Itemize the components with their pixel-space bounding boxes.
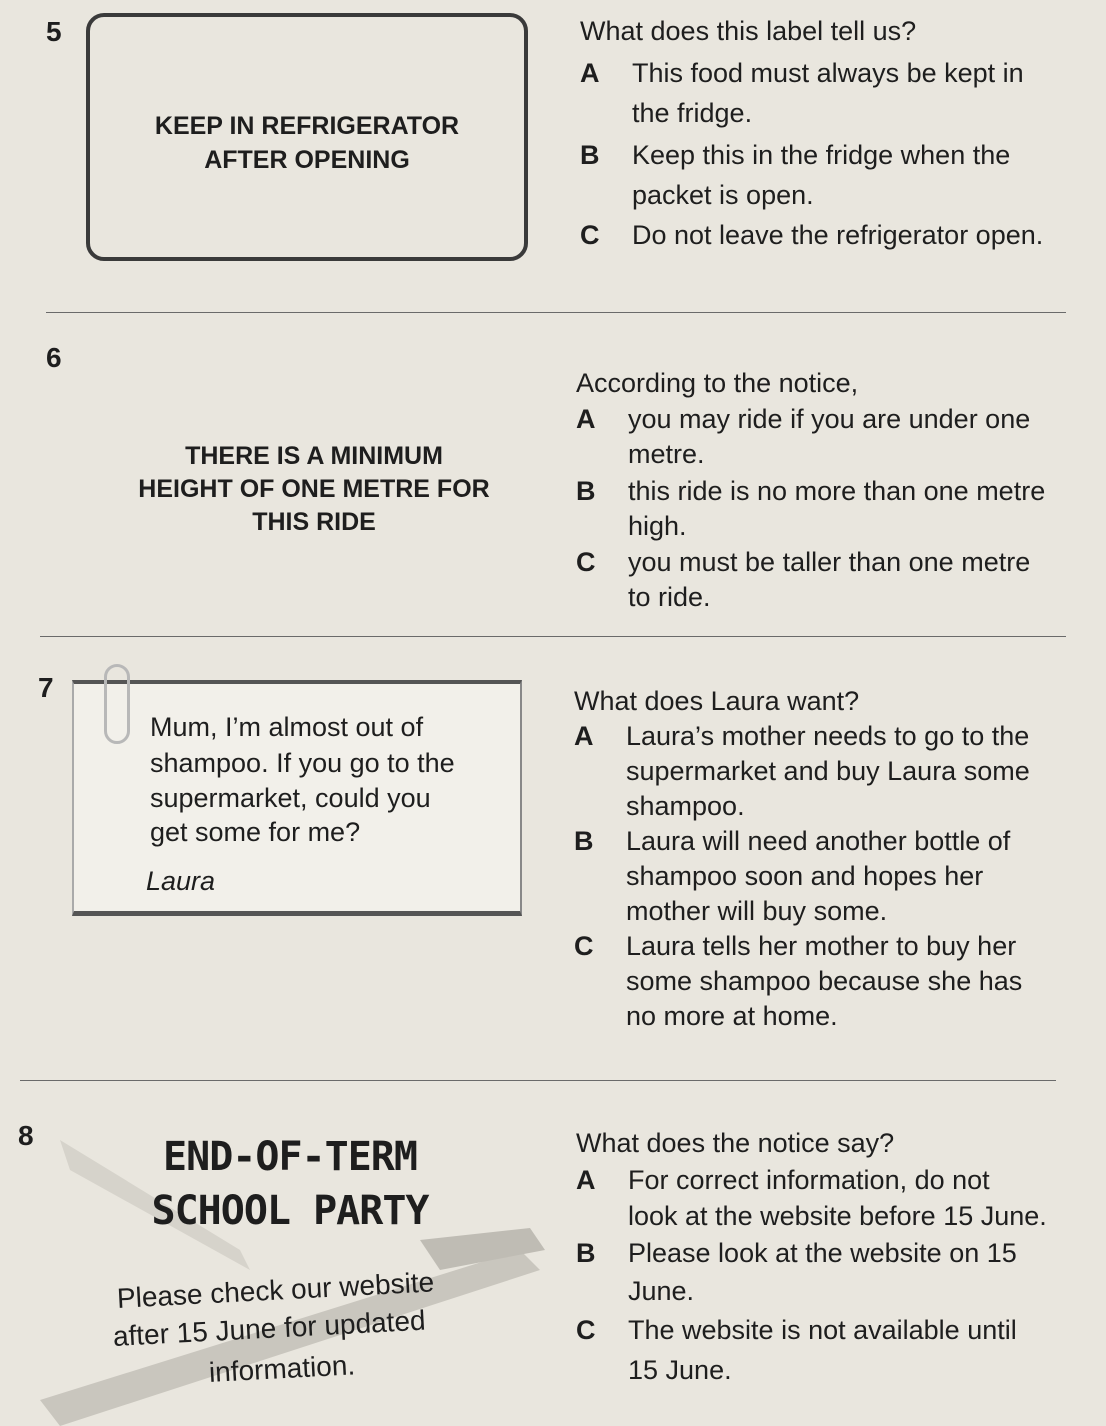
option-line: look at the website before 15 June.: [628, 1201, 1047, 1231]
q5-option-a[interactable]: [580, 56, 1080, 131]
option-line: mother will buy some.: [626, 896, 888, 926]
option-letter: A: [576, 404, 596, 434]
divider: [46, 312, 1066, 313]
question-number-6: 6: [46, 342, 62, 373]
q6-option-a[interactable]: [576, 402, 1076, 474]
option-line: Keep this in the fridge when the: [632, 140, 1011, 170]
option-letter: A: [576, 1165, 596, 1195]
option-line: 15 June.: [628, 1355, 732, 1385]
q6-option-c[interactable]: [576, 545, 1076, 617]
notice-line-3: THIS RIDE: [252, 508, 376, 536]
question-5-prompt: What does this label tell us?: [580, 16, 917, 46]
option-letter: B: [576, 1238, 596, 1268]
food-label: [86, 13, 528, 261]
option-line: shampoo soon and hopes her: [626, 861, 984, 891]
option-line: you must be taller than one metre: [628, 547, 1031, 577]
q7-option-c[interactable]: [574, 929, 1074, 1034]
option-line: For correct information, do not: [628, 1165, 990, 1195]
option-letter: B: [576, 476, 596, 506]
q7-option-a[interactable]: [574, 719, 1074, 824]
option-letter: A: [574, 721, 594, 751]
option-letter: A: [580, 58, 600, 88]
note-line-3: supermarket, could you: [150, 783, 431, 813]
note-line-2: shampoo. If you go to the: [150, 748, 455, 778]
option-line: Laura’s mother needs to go to the: [626, 721, 1030, 751]
party-title-line-2: SCHOOL PARTY: [151, 1188, 429, 1234]
option-line: shampoo.: [626, 791, 745, 821]
divider: [20, 1080, 1056, 1081]
option-line: June.: [628, 1276, 695, 1306]
option-line: you may ride if you are under one: [628, 404, 1031, 434]
question-7-prompt: What does Laura want?: [574, 686, 860, 716]
party-body-line-2: after 15 June for updated: [112, 1304, 427, 1352]
option-letter: B: [574, 826, 594, 856]
option-letter: C: [576, 1315, 596, 1345]
option-letter: C: [574, 931, 594, 961]
label-line-1: KEEP IN REFRIGERATOR: [154, 112, 460, 140]
q6-option-b[interactable]: [576, 474, 1076, 546]
notice-line-1: THERE IS A MINIMUM: [185, 442, 443, 470]
q8-option-a[interactable]: [576, 1163, 1076, 1235]
option-line: This food must always be kept in: [632, 58, 1024, 88]
q5-option-b[interactable]: [580, 138, 1080, 213]
option-line: to ride.: [628, 582, 711, 612]
option-line: this ride is no more than one metre: [628, 476, 1046, 506]
question-number-7: 7: [38, 672, 54, 703]
option-letter: C: [580, 220, 600, 250]
option-letter: B: [580, 140, 600, 170]
party-body-line-1: Please check our website: [116, 1266, 435, 1314]
option-line: Laura tells her mother to buy her: [626, 931, 1017, 961]
question-number-5: 5: [46, 16, 62, 47]
label-line-2: AFTER OPENING: [204, 146, 410, 174]
option-line: packet is open.: [632, 180, 814, 210]
option-line: The website is not available until: [628, 1315, 1017, 1345]
notice-line-2: HEIGHT OF ONE METRE FOR: [138, 475, 490, 503]
q8-option-b[interactable]: [576, 1236, 1076, 1308]
option-line: metre.: [628, 439, 705, 469]
option-line: high.: [628, 511, 687, 541]
q8-option-c[interactable]: [576, 1313, 1076, 1385]
party-body-line-3: information.: [208, 1349, 356, 1388]
option-line: the fridge.: [632, 98, 753, 128]
note-signature: Laura: [146, 866, 216, 896]
option-line: some shampoo because she has: [626, 966, 1023, 996]
question-number-8: 8: [18, 1120, 34, 1151]
question-8-prompt: What does the notice say?: [576, 1128, 895, 1158]
note-line-4: get some for me?: [150, 817, 361, 847]
option-line: Please look at the website on 15: [628, 1238, 1017, 1268]
note-line-1: Mum, I’m almost out of: [150, 712, 424, 742]
q7-option-b[interactable]: [574, 824, 1074, 929]
option-letter: C: [576, 547, 596, 577]
option-line: Do not leave the refrigerator open.: [632, 220, 1044, 250]
party-notice: [40, 1120, 540, 1426]
question-6-prompt: According to the notice,: [576, 368, 859, 398]
paperclip-icon: [104, 664, 130, 744]
divider: [40, 636, 1066, 637]
q5-option-c[interactable]: [580, 218, 1080, 256]
option-line: supermarket and buy Laura some: [626, 756, 1030, 786]
option-line: no more at home.: [626, 1001, 838, 1031]
party-title-line-1: END-OF-TERM: [163, 1134, 417, 1180]
option-line: Laura will need another bottle of: [626, 826, 1011, 856]
